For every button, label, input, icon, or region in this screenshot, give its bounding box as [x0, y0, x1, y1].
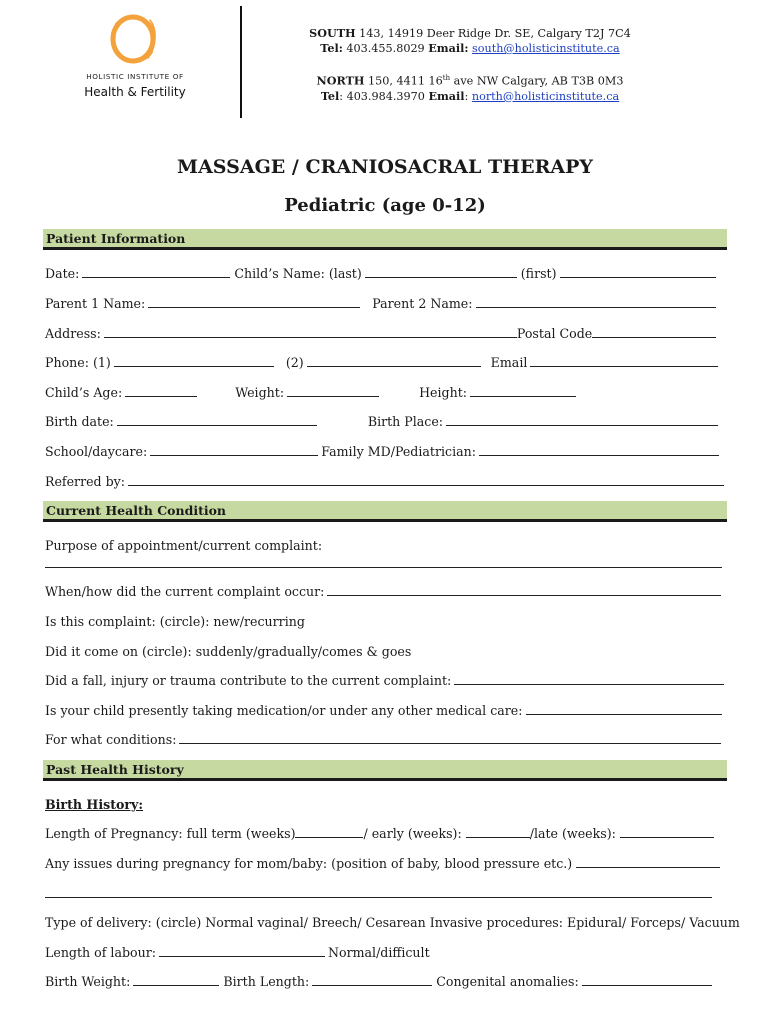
row-referred: [45, 471, 728, 489]
late-weeks-field[interactable]: [620, 836, 714, 838]
row-age-weight-height: [45, 382, 728, 400]
child-first-name-label: (first): [520, 266, 557, 281]
north-address-rest: ave NW Calgary, AB T3B 0M3: [450, 74, 624, 88]
did-come-text: Did it come on (circle): suddenly/gradually/comes & goes: [45, 644, 412, 659]
normal-difficult-text: Normal/difficult: [327, 945, 430, 960]
issues-field-continued[interactable]: [45, 897, 712, 898]
parent2-label: Parent 2 Name:: [372, 296, 473, 311]
form-subtitle: Pediatric (age 0-12): [284, 195, 486, 216]
row-phone: [45, 352, 728, 370]
birth-history-heading: Birth History:: [45, 797, 144, 812]
when-label: When/how did the current complaint occur:: [45, 584, 325, 599]
north-label: NORTH: [316, 73, 365, 88]
family-md-field[interactable]: [479, 454, 719, 456]
referred-by-label: Referred by:: [45, 474, 126, 489]
parent1-field[interactable]: [148, 306, 360, 308]
form-title: MASSAGE / CRANIOSACRAL THERAPY: [177, 156, 593, 178]
early-weeks-label: / early (weeks):: [363, 826, 462, 841]
issues-field[interactable]: [576, 866, 720, 868]
row-conditions: [45, 729, 728, 747]
north-email-sep: :: [464, 89, 472, 103]
when-field[interactable]: [327, 594, 721, 596]
date-field[interactable]: [82, 276, 230, 278]
row-issues: [45, 853, 728, 871]
birth-length-label: Birth Length:: [223, 974, 310, 989]
child-last-name-label: Child’s Name: (last): [234, 266, 362, 281]
phone2-field[interactable]: [307, 365, 481, 367]
date-label: Date:: [45, 266, 80, 281]
congenital-field[interactable]: [582, 984, 712, 986]
family-md-label: Family MD/Pediatrician:: [321, 444, 476, 459]
issues-label: Any issues during pregnancy for mom/baby: (position of baby, blood pressure etc.): [45, 856, 573, 871]
south-tel-label: Tel:: [320, 41, 343, 55]
section-current-health: [43, 501, 727, 522]
row-school-md: [45, 441, 728, 459]
purpose-label: Purpose of appointment/current complaint:: [45, 538, 323, 553]
row-fall: [45, 670, 728, 688]
logo-institute-text: HOLISTIC INSTITUTE OF: [86, 72, 184, 81]
height-label: Height:: [419, 385, 468, 400]
row-delivery: [45, 912, 740, 930]
south-label: SOUTH: [309, 26, 356, 40]
phone1-field[interactable]: [114, 365, 274, 367]
birth-place-label: Birth Place:: [367, 414, 444, 429]
conditions-label: For what conditions:: [45, 732, 177, 747]
school-label: School/daycare:: [45, 444, 148, 459]
birth-weight-field[interactable]: [133, 984, 219, 986]
pregnancy-length-label: Length of Pregnancy: full term (weeks): [45, 826, 296, 841]
north-address: 150, 4411 16: [364, 74, 443, 88]
birth-weight-label: Birth Weight:: [45, 974, 131, 989]
row-medication: [45, 700, 728, 718]
row-labour: [45, 942, 728, 960]
section-title: Current Health Condition: [46, 503, 227, 518]
birth-date-label: Birth date:: [45, 414, 114, 429]
row-birth: [45, 411, 728, 429]
south-email-link[interactable]: south@holisticinstitute.ca: [472, 42, 620, 55]
row-when: [45, 581, 728, 599]
conditions-field[interactable]: [179, 742, 721, 744]
full-term-weeks-field[interactable]: [295, 836, 363, 838]
row-birth-history: [45, 794, 728, 812]
section-title: Patient Information: [46, 231, 186, 246]
purpose-field[interactable]: [45, 567, 722, 568]
south-address: 143, 14919 Deer Ridge Dr. SE, Calgary T2J 7C4: [355, 27, 631, 40]
row-parents: [45, 293, 728, 311]
south-email-label: Email:: [428, 41, 469, 55]
congenital-label: Congenital anomalies:: [436, 974, 579, 989]
medication-label: Is your child presently taking medication/or under any other medical care:: [45, 703, 523, 718]
north-tel: : 403.984.3970: [339, 89, 429, 103]
row-date-name: [45, 263, 728, 281]
row-purpose: [45, 535, 728, 553]
postal-code-label: Postal Code: [516, 326, 593, 341]
labour-length-label: Length of labour:: [45, 945, 156, 960]
child-last-name-field[interactable]: [365, 276, 517, 278]
section-title: Past Health History: [46, 762, 184, 777]
south-location: [260, 26, 680, 56]
birth-date-field[interactable]: [117, 424, 317, 426]
parent1-label: Parent 1 Name:: [45, 296, 146, 311]
row-birth-measures: [45, 971, 728, 989]
is-complaint-text: Is this complaint: (circle): new/recurring: [45, 614, 305, 629]
section-past-health: [43, 760, 727, 781]
address-field[interactable]: [104, 336, 517, 338]
row-is-complaint: [45, 611, 728, 629]
child-age-field[interactable]: [125, 395, 197, 397]
institute-logo: [80, 12, 190, 107]
row-pregnancy: [45, 823, 728, 841]
south-tel: 403.455.8029: [342, 42, 429, 55]
delivery-type-text: Type of delivery: (circle) Normal vaginal/ Breech/ Cesarean Invasive procedures: Epidural/ Forceps/ Vacuum: [45, 915, 740, 930]
email-field[interactable]: [530, 365, 718, 367]
child-age-label: Child’s Age:: [45, 385, 123, 400]
school-field[interactable]: [150, 454, 318, 456]
fall-field[interactable]: [454, 683, 724, 685]
late-weeks-label: /late (weeks):: [529, 826, 616, 841]
fall-label: Did a fall, injury or trauma contribute to the current complaint:: [45, 673, 452, 688]
address-label: Address:: [45, 326, 101, 341]
phone2-label: (2): [285, 355, 304, 370]
north-location: [260, 71, 680, 104]
header-divider: [240, 6, 242, 118]
height-field[interactable]: [470, 395, 576, 397]
section-patient-information: [43, 229, 727, 250]
phone1-label: Phone: (1): [45, 355, 111, 370]
north-address-sup: th: [442, 74, 451, 82]
email-label: Email: [490, 355, 528, 370]
row-did-come: [45, 641, 728, 659]
north-tel-label: Tel: [320, 88, 340, 103]
early-weeks-field[interactable]: [466, 836, 530, 838]
referred-by-field[interactable]: [128, 484, 724, 486]
medication-field[interactable]: [526, 713, 723, 715]
weight-field[interactable]: [287, 395, 379, 397]
orange-ring-logo-icon: [80, 12, 190, 72]
postal-code-field[interactable]: [592, 336, 716, 338]
north-email-label: Email: [428, 88, 465, 103]
child-first-name-field[interactable]: [560, 276, 716, 278]
north-email-link[interactable]: north@holisticinstitute.ca: [471, 89, 620, 103]
birth-place-field[interactable]: [446, 424, 718, 426]
logo-name-text: Health & Fertility: [84, 85, 186, 99]
row-address: [45, 323, 728, 341]
labour-length-field[interactable]: [159, 955, 325, 957]
birth-length-field[interactable]: [312, 984, 432, 986]
weight-label: Weight:: [235, 385, 285, 400]
parent2-field[interactable]: [476, 306, 717, 308]
